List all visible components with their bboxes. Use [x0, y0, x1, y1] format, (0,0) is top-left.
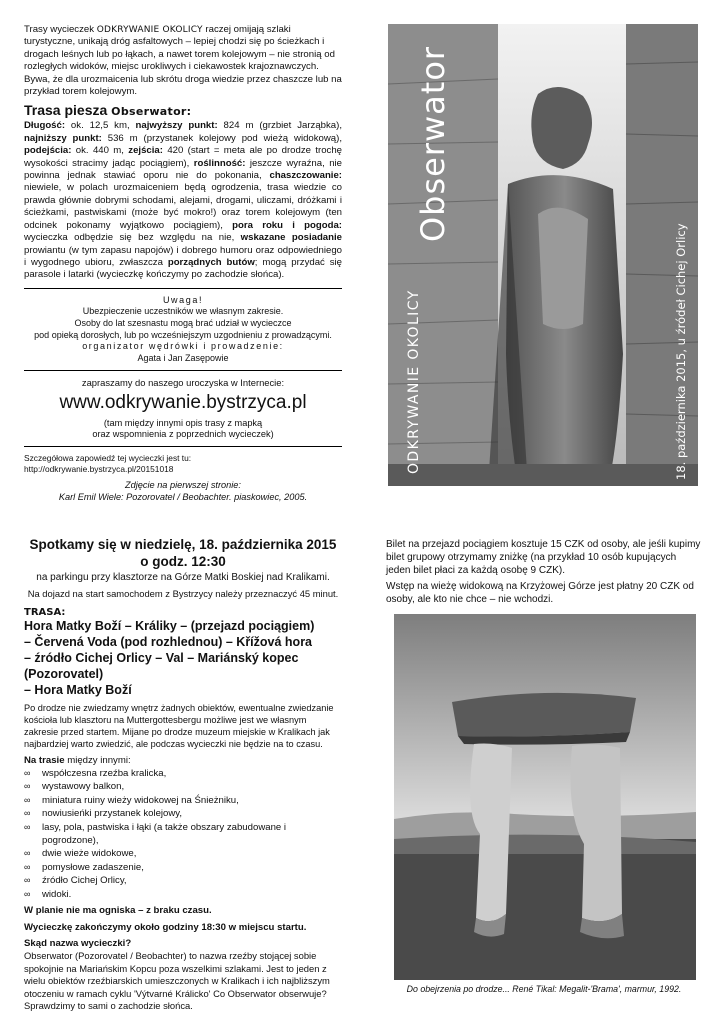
website-link[interactable]: www.odkrywanie.bystrzyca.pl — [59, 392, 307, 414]
infinity-bullet-icon: ∞ — [24, 768, 31, 779]
megalith-caption: Do obejrzenia po drodze... René Tikal: Megalit-'Brama', marmur, 1992. — [406, 984, 682, 994]
infinity-bullet-icon: ∞ — [24, 848, 31, 859]
name-answer: Obserwator (Pozorovatel / Beobachter) to nazwa rzeźby stojącej sobie spokojnie na Mariańskim Kopcu poza wszelkimi szlakami. Jest to jeden z wielu obiektów rzeźbiarskich umieszczonych w Kralikach i ich najbliższym otoczeniu w ramach cyklu 'Výtvarné Králicko' Co Obserwator obserwuje? Sprawdzimy to sami o zachodzie słońca. — [24, 950, 330, 1011]
list-item — [24, 888, 342, 901]
bottom-left-column — [24, 536, 342, 1012]
detail-label-length: Długość: — [24, 120, 66, 132]
notice-line-2: Osoby do lat szesnastu mogą brać udział w wycieczce — [74, 317, 292, 328]
route-line-4: – Hora Matky Boží — [24, 682, 132, 697]
detail-label-descent: zejścia: — [128, 145, 163, 157]
meeting-place: na parkingu przy klasztorze na Górze Matki Boskiej nad Kralikami. — [36, 572, 330, 583]
meeting-title-line-2: o godz. 12:30 — [140, 554, 226, 569]
detail-text-descent: 420 (start = meta ale po drodze trochę wysokości stracimy jadąc pociągiem), — [24, 145, 342, 169]
bottom-right-column — [386, 538, 702, 606]
list-item-text: dwie wieże widokowe, — [42, 848, 137, 860]
cover-photo — [388, 24, 698, 486]
internet-note-1: (tam między innymi opis trasy z mapką — [103, 418, 263, 429]
route-note: Po drodze nie zwiedzamy wnętrz żadnych obiektów, ewentualne zwiedzanie kościoła lub klasztoru na Muttergottesbergu możliwe jest we własnym zakresie przed startem. Mijane po drodze muzeum miejskie w Kralikach jak najbardziej warto zwiedzić, ale podczas wycieczki nie będzie na to czasu. — [24, 702, 334, 750]
route-line-1: Hora Matky Boží – Králiky – (przejazd pociągiem) — [24, 618, 315, 633]
list-item-text: wystawowy balkon, — [42, 781, 125, 793]
internet-invite: zapraszamy do naszego uroczyska w Internecie: — [81, 377, 285, 389]
list-item-text: źródło Cichej Orlicy, — [42, 875, 127, 887]
intro-text-end: raczej omijają szlaki turystyczne, unikają dróg asfaltowych – lepiej chodzi się po ścieżkach i drogach leśnych lub po łąkach, a nawet torem kolejowym – nie stronią od rozległych widoków, miejsc urokliwych i ciekawostek krajoznawczych. Bywa, że dla urozmaicenia lub skrótu droga wiedzie przez chaszcze lub na przykład torem kolejowym. — [24, 24, 342, 98]
cover-photo-credit — [24, 479, 342, 503]
walk-title-name: Obserwator: — [111, 105, 192, 119]
megalith-photo — [394, 614, 696, 980]
detail-label-vegetation: roślinność: — [193, 157, 246, 169]
cover-title-box — [414, 42, 454, 242]
detail-text-ascent: ok. 440 m, — [71, 145, 129, 157]
detail-text-length: ok. 12,5 km, — [65, 120, 136, 132]
notice-heading: Uwaga! — [162, 294, 204, 305]
organizer-label: organizator wędrówki i prowadzenie: — [82, 341, 284, 352]
list-item — [24, 794, 342, 807]
list-item — [24, 780, 342, 793]
list-item-text: nowiusieńki przystanek kolejowy, — [42, 808, 183, 820]
walk-title-prefix: Trasa piesza — [24, 102, 108, 119]
notice-box — [24, 295, 342, 365]
megalith-gate-image — [394, 614, 696, 980]
list-item — [24, 847, 342, 860]
meeting-title-line-1: Spotkamy się w niedzielę, 18. października 2015 — [29, 537, 337, 552]
cover-title: Obserwator — [414, 45, 452, 242]
divider-1 — [24, 288, 342, 289]
divider-3 — [24, 446, 342, 447]
detail-text-bushwhack: niewiele, w polach urozmaiceniem będą ogrodzenia, trasa wiedzie co prawda głównie dobrymi schodami, alejami, drogami, uliczami, dróżkami i ścieżkami, pastwiskami (może być mokro!) oraz torem kolejowym (ten odcinek pokonamy wyjątkowo pociągiem), — [24, 182, 342, 231]
detail-text-lowest: 536 m (przystanek kolejowy pod wieżą widokową), — [101, 132, 343, 144]
list-item — [24, 807, 342, 820]
detail-text-shoes: ; mogą przydać się parasole i latarki (wycieczkę kończymy po zachodzie słońca). — [24, 256, 342, 281]
infinity-bullet-icon: ∞ — [24, 888, 31, 899]
detail-label-lowest: najniższy punkt: — [24, 132, 102, 144]
detail-label-bushwhack: chaszczowanie: — [269, 170, 342, 182]
on-route-heading — [24, 755, 342, 767]
train-ticket-info: Bilet na przejazd pociągiem kosztuje 15 CZK od osoby, ale jeśli kupimy bilet grupowy otrzymamy zniżkę (na przykład 10 osób kupujących jeden bilet płaci za każdą osobę 9 CZK). — [386, 539, 701, 576]
route-line-3: – źródło Cichej Orlicy – Val – Mariánský kopec (Pozorovatel) — [24, 650, 299, 681]
intro-brand: ODKRYWANIE OKOLICY — [96, 25, 203, 35]
infinity-bullet-icon: ∞ — [24, 875, 31, 886]
walk-title — [24, 102, 342, 118]
divider-2 — [24, 370, 342, 371]
detail-label-ascent: podejścia: — [24, 145, 72, 157]
infinity-bullet-icon: ∞ — [24, 794, 31, 805]
top-left-column — [24, 24, 342, 503]
list-item-text: współczesna rzeźba kralicka, — [42, 768, 167, 780]
detail-label-shoes: porządnych butów — [167, 256, 255, 268]
infinity-bullet-icon: ∞ — [24, 808, 31, 819]
detail-text-recommended: prowiantu (w tym zapasu napojów) i dobrego humoru oraz odpowiedniego i wygodnego ubioru, zwłaszcza — [24, 244, 342, 268]
detail-label-recommended: wskazane posiadanie — [240, 232, 343, 244]
list-item — [24, 861, 342, 874]
detail-text-weather: wycieczka odbędzie się bez względu na nie, — [24, 232, 241, 244]
cover-credit-line-1: Zdjęcie na pierwszej stronie: — [125, 480, 241, 491]
list-item-text: miniatura ruiny wieży widokowej na Śnieżniku, — [42, 794, 239, 806]
list-item-text: pomysłowe zadaszenie, — [42, 861, 144, 873]
detail-label-weather: pora roku i pogoda: — [232, 219, 342, 231]
list-item — [24, 767, 342, 780]
infinity-bullet-icon: ∞ — [24, 821, 31, 832]
meeting-travel-time: Na dojazd na start samochodem z Bystrzycy należy przeznaczyć 45 minut. — [27, 588, 339, 600]
infinity-bullet-icon: ∞ — [24, 781, 31, 792]
detail-label-highest: najwyższy punkt: — [135, 120, 218, 132]
walk-details — [24, 120, 342, 281]
meeting-title — [24, 536, 342, 570]
details-link[interactable]: Szczegółowa zapowiedź tej wycieczki jest tu: http://odkrywanie.bystrzyca.pl/20151018 — [24, 453, 192, 475]
intro-paragraph — [24, 24, 342, 98]
on-route-label: Na trasie — [24, 754, 65, 766]
infinity-bullet-icon: ∞ — [24, 861, 31, 872]
route-highlights-list — [24, 767, 342, 901]
cover-series: ODKRYWANIE OKOLICY — [406, 289, 422, 474]
route-label: TRASA: — [24, 606, 66, 618]
end-time-note: Wycieczkę zakończymy około godziny 18:30 w miejscu startu. — [24, 921, 307, 933]
intro-text-start: Trasy wycieczek — [24, 24, 95, 35]
cover-series-box — [406, 289, 426, 486]
tower-ticket-info: Wstęp na wieżę widokową na Krzyżowej Górze jest płatny 20 CZK od osoby, ale kto nie chce – nie wchodzi. — [386, 581, 694, 605]
internet-note-2: oraz wspomnienia z poprzednich wycieczek) — [92, 429, 274, 440]
on-route-after: między innymi: — [64, 754, 131, 766]
list-item — [24, 874, 342, 887]
list-item-text: widoki. — [42, 888, 72, 900]
list-item — [24, 821, 342, 848]
no-fire-note: W planie nie ma ogniska – z braku czasu. — [24, 905, 212, 917]
organizer-names: Agata i Jan Zasępowie — [137, 352, 229, 363]
cover-date-place: 18. października 2015, u źródeł Cichej Orlicy — [674, 223, 688, 480]
cover-credit-line-2: Karl Emil Wiele: Pozorovatel / Beobachter. piaskowiec, 2005. — [58, 492, 308, 503]
detail-text-vegetation: jeszcze wyraźna, nie powinna jednak stawiać oporu nie do pokonania, — [24, 157, 342, 182]
list-item-text: lasy, pola, pastwiska i łąki (a także obszary zabudowane i pogrodzone), — [42, 821, 287, 847]
notice-line-1: Ubezpieczenie uczestników we własnym zakresie. — [82, 306, 284, 317]
detail-text-highest: 824 m (grzbiet Jarząbka), — [217, 120, 342, 132]
name-question: Skąd nazwa wycieczki? — [24, 937, 132, 949]
notice-line-3: pod opieką dorosłych, lub po wcześniejszym uzgodnieniu z prowadzącymi. — [34, 329, 332, 340]
route-text — [24, 618, 342, 698]
route-line-2: – Červená Voda (pod rozhlednou) – Křížová hora — [24, 634, 313, 649]
cover-date-box — [674, 223, 694, 486]
internet-box — [24, 377, 342, 440]
